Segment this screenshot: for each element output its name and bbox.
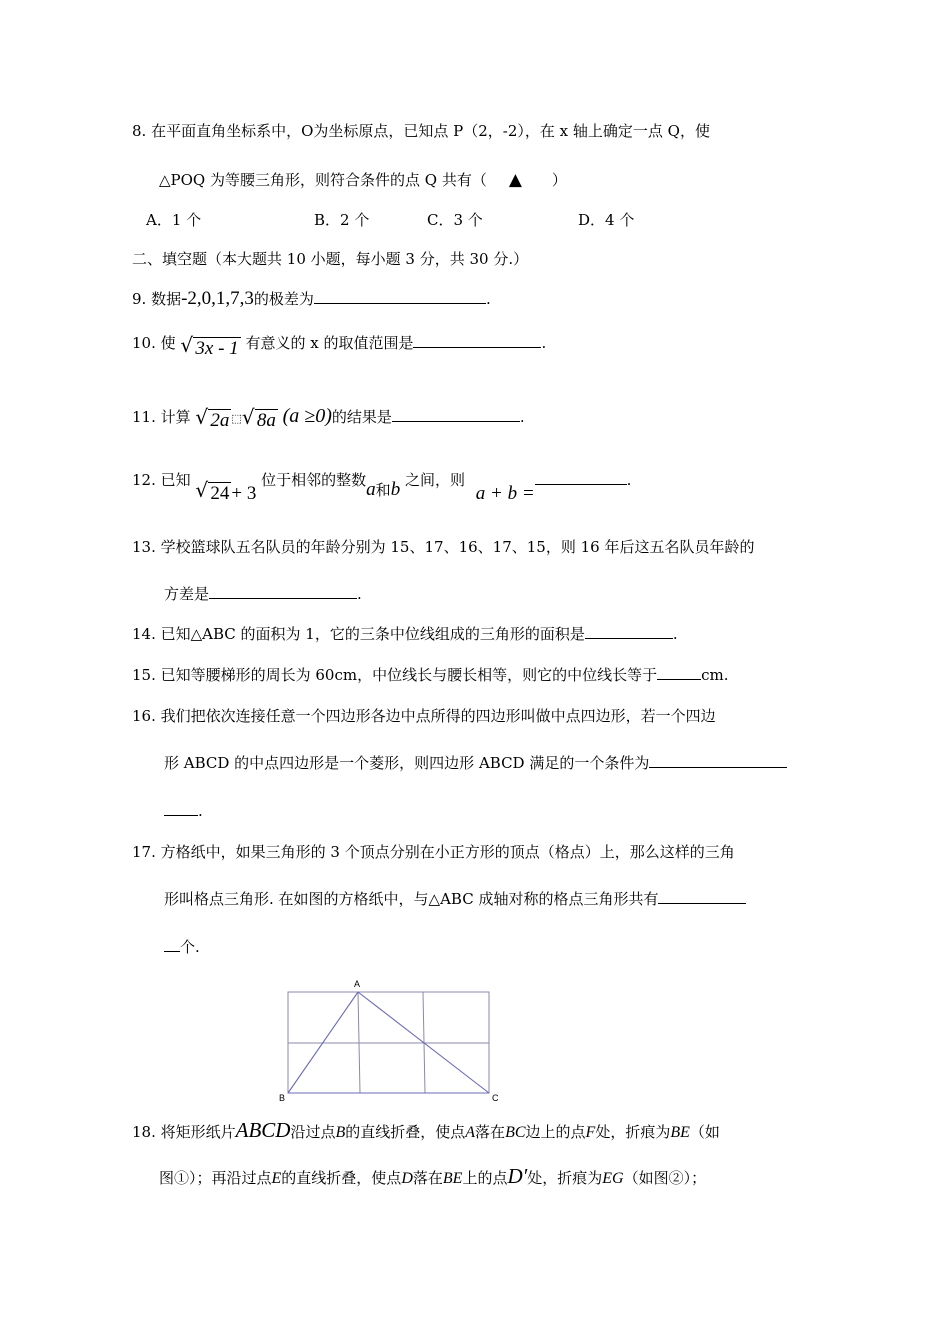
- q12-expression: a + b =: [475, 483, 535, 504]
- q9-suffix: 的极差为: [253, 290, 314, 308]
- q11-prefix: 11. 计算: [132, 408, 191, 426]
- q16-end: .: [198, 802, 203, 820]
- q18-text-10: 上的点: [462, 1169, 508, 1187]
- q14-end: .: [672, 625, 678, 643]
- q10: [132, 333, 547, 359]
- q9-end: .: [485, 290, 491, 308]
- q18-abcd: ABCD: [235, 1118, 291, 1142]
- q18-point-a: A: [465, 1124, 476, 1141]
- q15-end: cm.: [701, 666, 729, 684]
- q16-line3: [164, 801, 203, 821]
- q18-text-5: 处，折痕为: [595, 1123, 671, 1141]
- q12-answer-blank[interactable]: [535, 470, 627, 485]
- q9: [132, 289, 491, 309]
- q11: [132, 406, 525, 429]
- q8-line1: 8. 在平面直角坐标系中，O为坐标原点，已知点 P（2，-2），在 x 轴上确定一点 Q，使: [132, 122, 710, 140]
- q17-stem: 形叫格点三角形. 在如图的方格纸中，与△ABC 成轴对称的格点三角形共有: [164, 890, 659, 908]
- q18-text-6: （如: [689, 1123, 720, 1141]
- q16-answer-blank-1[interactable]: [649, 753, 787, 768]
- q13-line2: [164, 584, 362, 604]
- q18-text-1: 沿过点: [290, 1123, 336, 1141]
- q17-end: 个.: [180, 938, 200, 956]
- q14: [132, 624, 678, 644]
- q18-segment-be: BE: [442, 1170, 463, 1187]
- q12: [132, 470, 632, 504]
- vertex-label-c: C: [492, 1093, 499, 1103]
- q18-prefix: 18. 将矩形纸片: [132, 1123, 236, 1141]
- q15-stem: 15. 已知等腰梯形的周长为 60cm，中位线长与腰长相等，则它的中位线长等于: [132, 666, 658, 684]
- answer-marker-icon: ▲: [508, 170, 522, 190]
- q9-prefix: 9. 数据: [132, 290, 182, 308]
- q13-end: .: [357, 585, 362, 603]
- q18-side-bc: BC: [505, 1124, 526, 1141]
- q18-text-7: 图①）；再沿过点: [159, 1169, 272, 1187]
- q12-b: b: [390, 479, 401, 500]
- vertex-label-b: B: [279, 1093, 286, 1103]
- q18-text-9: 落在: [412, 1169, 443, 1187]
- q14-stem: 14. 已知△ABC 的面积为 1，它的三条中位线组成的三角形的面积是: [132, 625, 585, 643]
- q13-answer-blank[interactable]: [209, 584, 357, 599]
- q11-sqrt-2: [241, 405, 278, 431]
- q11-condition: (a ≥0): [282, 405, 332, 427]
- q10-answer-blank[interactable]: [413, 333, 541, 348]
- radical-icon: √: [195, 478, 209, 502]
- q8-option-a: A．1 个: [146, 211, 202, 229]
- q18-point-d-prime: D′: [507, 1164, 528, 1188]
- q11-suffix: 的结果是: [331, 408, 392, 426]
- q8-paren-close: ）: [551, 171, 567, 189]
- q17-line2: [164, 889, 746, 909]
- q12-radicand: 24: [210, 483, 230, 504]
- q18-line1: [132, 1120, 720, 1143]
- q12-and: 和: [375, 481, 391, 499]
- q8-option-c: C．3 个: [427, 211, 483, 229]
- q8-line2: [159, 170, 567, 190]
- vertex-label-a: A: [354, 979, 361, 989]
- section-heading: 二、填空题（本大题共 10 小题，每小题 3 分，共 30 分.）: [132, 250, 529, 268]
- q12-mid: 位于相邻的整数: [261, 471, 367, 489]
- q16-stem: 形 ABCD 的中点四边形是一个菱形，则四边形 ABCD 满足的一个条件为: [164, 754, 650, 772]
- q12-sqrt: [195, 478, 231, 504]
- q13-line1: 13. 学校篮球队五名队员的年龄分别为 15、17、16、17、15，则 16 年后这五名队员年龄的: [132, 538, 755, 556]
- q16-line1: 16. 我们把依次连接任意一个四边形各边中点所得的四边形叫做中点四边形，若一个四边: [132, 707, 716, 725]
- q8-option-d: D．4 个: [578, 211, 635, 229]
- q18-text-3: 落在: [475, 1123, 506, 1141]
- q18-text-11: 处，折痕为: [527, 1169, 603, 1187]
- q8-option-b: B．2 个: [314, 211, 370, 229]
- q16-answer-blank-2[interactable]: [164, 801, 198, 816]
- q12-end: .: [626, 471, 632, 489]
- q18-point-b: B: [335, 1124, 346, 1141]
- q10-prefix: 10. 使: [132, 334, 176, 352]
- q9-data: -2,0,1,7,3: [181, 288, 254, 309]
- grid-triangle-figure: [278, 976, 508, 1104]
- q17-line1: 17. 方格纸中，如果三角形的 3 个顶点分别在小正方形的顶点（格点）上，那么这样的三角: [132, 843, 735, 861]
- q12-a: a: [366, 479, 376, 500]
- q17-line3: [164, 937, 200, 957]
- q17-answer-blank-1[interactable]: [658, 889, 746, 904]
- q18-crease-be: BE: [670, 1124, 690, 1141]
- q18-point-e: E: [271, 1170, 282, 1187]
- q11-radicand-2: 8a: [256, 410, 276, 431]
- radical-icon: √: [180, 333, 194, 357]
- q18-line2: [159, 1166, 706, 1189]
- q9-answer-blank[interactable]: [314, 289, 486, 304]
- q15-answer-blank[interactable]: [657, 665, 701, 680]
- q11-answer-blank[interactable]: [392, 407, 520, 422]
- q15: [132, 665, 729, 685]
- q12-plus3: + 3: [231, 483, 257, 504]
- q18-point-d: D: [401, 1170, 413, 1187]
- q18-text-2: 的直线折叠，使点: [345, 1123, 466, 1141]
- q11-sqrt-1: [195, 405, 231, 431]
- q18-text-8: 的直线折叠，使点: [281, 1169, 402, 1187]
- q13-stem: 方差是: [164, 585, 210, 603]
- radical-icon: √: [241, 405, 255, 429]
- radical-icon: √: [195, 405, 209, 429]
- q11-radicand-1: 2a: [210, 410, 230, 431]
- q12-prefix: 12. 已知: [132, 471, 191, 489]
- q10-radicand: 3x - 1: [195, 338, 239, 359]
- q14-answer-blank[interactable]: [585, 624, 673, 639]
- q18-point-f: F: [585, 1124, 596, 1141]
- q18-text-4: 边上的点: [525, 1123, 586, 1141]
- q12-mid2: 之间，则: [404, 471, 465, 489]
- q17-answer-blank-2[interactable]: [164, 937, 180, 952]
- q16-line2: [164, 753, 787, 773]
- q10-suffix: 有意义的 x 的取值范围是: [245, 334, 414, 352]
- q11-separator: ⬚: [231, 412, 242, 425]
- q10-sqrt: [180, 333, 240, 359]
- q10-end: .: [541, 334, 547, 352]
- q18-crease-eg: EG: [602, 1170, 624, 1187]
- q8-stem: △POQ 为等腰三角形，则符合条件的点 Q 共有（: [159, 171, 487, 189]
- q18-text-12: （如图②）；: [623, 1169, 707, 1187]
- q11-end: .: [519, 408, 525, 426]
